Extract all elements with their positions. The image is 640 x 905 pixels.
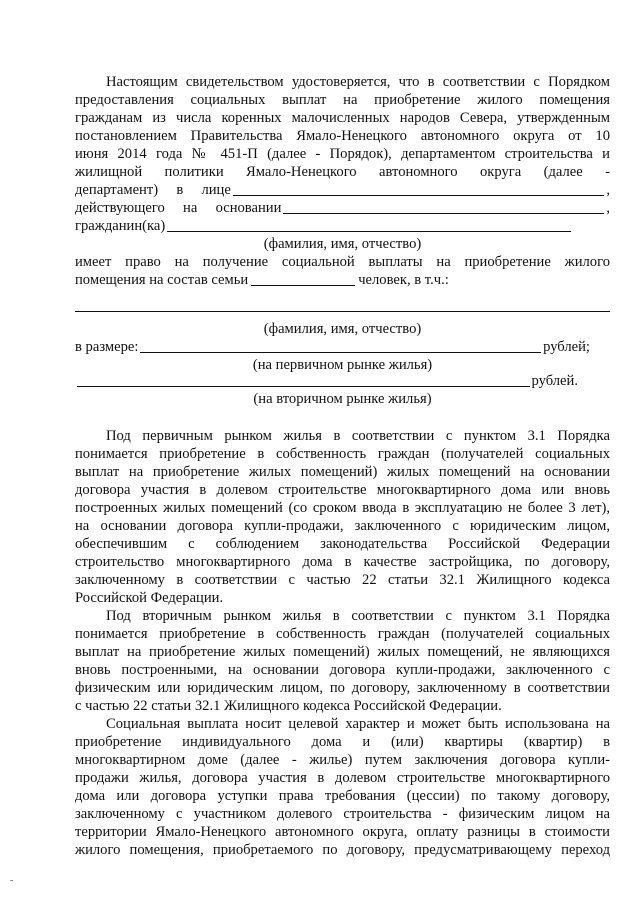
citizen-field xyxy=(75,217,573,235)
department-comma: , xyxy=(606,182,610,198)
page-mark: - xyxy=(10,875,14,886)
purpose-line-1: Социальная выплата носит целевой характер и может быть использована на xyxy=(106,716,610,732)
purpose-line-5: дома или договора уступки права требования (цессии) по такому договору, xyxy=(75,788,610,804)
intro-line-5: июня 2014 года № 451-П (далее - Порядок), департаментом строительства и xyxy=(75,146,610,162)
purpose-line-8: жилого помещения, приобретаемого по договору, предусматривающему переход xyxy=(75,842,610,858)
primary-market-line-5: построенных жилых помещений (со сроком ввода в эксплуатацию не более 3 лет), xyxy=(75,500,610,516)
primary-market-line-1: Под первичным рынком жилья в соответствии с пунктом 3.1 Порядка xyxy=(106,428,610,444)
amount-label: в размере: xyxy=(75,339,139,355)
amount-primary-field xyxy=(75,338,590,356)
fio-caption-2: (фамилия, имя, отчество) xyxy=(263,321,422,337)
department-field xyxy=(75,181,610,199)
primary-market-line-3: выплат на приобретение жилых помещений) жилых помещений на основании xyxy=(75,464,610,480)
acting-basis-comma: , xyxy=(606,200,610,216)
secondary-market-line-3: выплат на приобретение жилых помещений) жилых помещений, не являющихся xyxy=(75,644,610,660)
primary-market-line-7: обеспечившим с соблюдением законодательства Российской Федерации xyxy=(75,536,610,552)
secondary-market-line-2: понимается приобретение в собственность граждан (получателей социальных xyxy=(75,626,610,642)
amount-secondary-field xyxy=(75,372,578,390)
secondary-market-line-4: вновь построенными, на основании договора купли-продажи, заключенного с xyxy=(75,662,610,678)
right-line: имеет право на получение социальной выплаты на приобретение жилого xyxy=(75,254,610,270)
intro-line-3: гражданам из числа коренных малочисленных народов Севера, утвержденным xyxy=(75,110,610,126)
family-label: помещения на состав семьи xyxy=(75,272,249,288)
acting-basis-label: действующего на основании xyxy=(75,200,282,216)
fio-caption: (фамилия, имя, отчество) xyxy=(263,236,422,252)
family-suffix: человек, в т.ч.: xyxy=(358,272,449,288)
intro-line-6: жилищной политики Ямало-Ненецкого автономного округа (далее - xyxy=(75,164,610,180)
family-members-line xyxy=(75,311,610,312)
secondary-market-last-line: с частью 22 статьи 32.1 Жилищного кодекса Российской Федерации. xyxy=(75,698,502,714)
primary-market-last-line: Российской Федерации. xyxy=(75,590,224,606)
primary-market-line-6: на основании договора купли-продажи, заключенного с юридическим лицом, xyxy=(75,518,610,534)
citizen-label: гражданин(ка) xyxy=(75,218,166,234)
rub-secondary: рублей. xyxy=(531,373,578,389)
primary-market-line-4: договора участия в долевом строительстве многоквартирного дома или вновь xyxy=(75,482,610,498)
purpose-line-7: территории Ямало-Ненецкого автономного округа, оплату разницы в стоимости xyxy=(75,824,610,840)
acting-basis-blank xyxy=(283,199,604,214)
citizen-blank xyxy=(167,217,571,232)
intro-line-1: Настоящим свидетельством удостоверяется, что в соответствии с Порядком xyxy=(106,74,610,90)
primary-market-caption: (на первичном рынке жилья) xyxy=(252,357,433,373)
acting-basis-field xyxy=(75,199,610,217)
rub-primary: рублей; xyxy=(543,339,590,355)
primary-market-line-9: заключенному в соответствии с частью 22 статьи 32.1 Жилищного кодекса xyxy=(75,572,610,588)
purpose-line-2: приобретение индивидуального дома и (или) квартиры (квартир) в xyxy=(75,734,610,750)
amount-secondary-blank xyxy=(77,372,530,387)
purpose-line-4: продажи жилья, договора участия в долевом строительстве многоквартирного xyxy=(75,770,610,786)
amount-primary-blank xyxy=(140,338,541,353)
intro-line-4: постановлением Правительства Ямало-Ненецкого автономного округа от 10 xyxy=(75,128,610,144)
family-count-blank xyxy=(251,271,355,286)
purpose-line-3: многоквартирном доме (далее - жилье) путем заключения договора купли- xyxy=(75,752,610,768)
family-field xyxy=(75,271,449,289)
department-label: департамент) в лице xyxy=(75,182,231,198)
department-blank xyxy=(233,181,605,196)
secondary-market-line-1: Под вторичным рынком жилья в соответствии с пунктом 3.1 Порядка xyxy=(106,608,610,624)
purpose-line-6: заключенному с участником долевого строительства - физическим лицом на xyxy=(75,806,610,822)
secondary-market-line-5: физическим или юридическим лицом, по договору, заключенному в соответствии xyxy=(75,680,610,696)
primary-market-line-2: понимается приобретение в собственность граждан (получателей социальных xyxy=(75,446,610,462)
primary-market-line-8: строительство многоквартирного дома в качестве застройщика, по договору, xyxy=(75,554,610,570)
intro-line-2: предоставления социальных выплат на приобретение жилого помещения xyxy=(75,92,610,108)
secondary-market-caption: (на вторичном рынке жилья) xyxy=(253,391,432,407)
